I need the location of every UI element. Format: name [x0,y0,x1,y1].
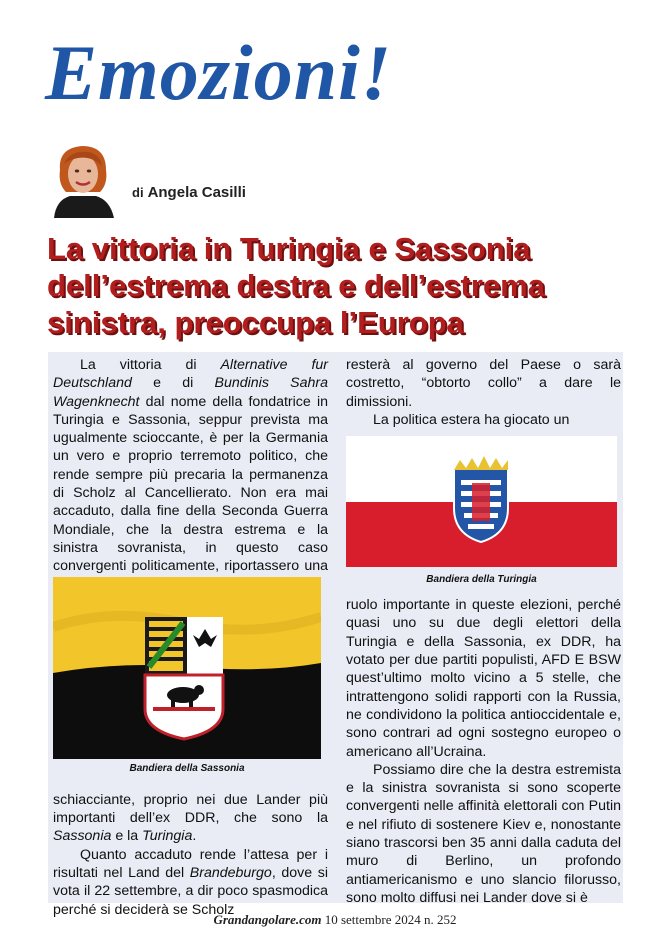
footer-site: Grandangolare.com [213,912,322,927]
saxony-flag-caption: Bandiera della Sassonia [129,763,245,774]
article-headline: La vittoria in Turingia e Sassonia dell’estrema destra e dell’estrema sinistra, preoccupa l’Europa [47,231,545,340]
author-avatar [48,140,118,218]
saxony-flag-image [53,577,321,759]
article-body [48,352,623,918]
byline-author: Angela Casilli [147,184,246,201]
paragraph: ruolo importante in queste elezioni, perché quasi uno su due degli elettori della Turingia e della Sassonia, ex DDR, ha votato per due partiti populisti, AFD E BSW quest’ultimo molto vicino a 5 stelle, che intrattengono solidi rapporti con la Russia, ne condividono la politica antioccidentale e, sono contrari ad ogni sostegno europeo o americano all’Ucraina. [346,597,621,760]
thuringia-flag-caption: Bandiera della Turingia [426,574,537,585]
paragraph: La vittoria di Alternative fur Deutschland e di Bundinis Sahra Wagenknecht dal nome della fondatrice in Turingia e Sassonia, seppur prevista ma ugualmente scioccante, è per la Germania un vero e proprio terremoto politico, che rende sempre più precaria la permanenza di Scholz al Cancellierato. Non era mai accaduto, dalla fine della Seconda Guerra Mondiale, che la destra estrema e la sinistra sovranista, in questo caso convergenti politicamente, riportassero una [53,357,329,575]
byline-prefix: di [132,185,144,200]
masthead-title: Emozioni! [45,29,393,116]
paragraph: schiacciante, proprio nei due Lander più importanti dell’ex DDR, che sono la Sassonia e la Turingia. [53,791,328,845]
paragraph: resterà al governo del Paese o sarà costretto, “obtorto collo” a dare le dimissioni. [346,357,621,410]
paragraph: La politica estera ha giocato un [373,411,570,428]
page-footer [0,912,670,928]
author-byline [132,184,246,201]
paragraph: Possiamo dire che la destra estremista e la sinistra sovranista si sono scoperte convergenti nelle affinità elettorali con Putin e nel rifiuto di sostenere Kiev e, nonostante siano trascorsi ben 35 anni dalla caduta del muro di Berlino, un profondo antiamericanismo e uno slancio filorusso, sono molto diffusi nei Lander dove si è [346,761,621,906]
thuringia-flag-image [346,436,617,567]
paragraph: Quanto accaduto rende l’attesa per i risultati nel Land del Brandeburgo, dove si vota il 22 settembre, a dir poco spasmodica perché si deciderà se Scholz [53,846,328,918]
footer-date-issue: 10 settembre 2024 n. 252 [321,912,457,927]
